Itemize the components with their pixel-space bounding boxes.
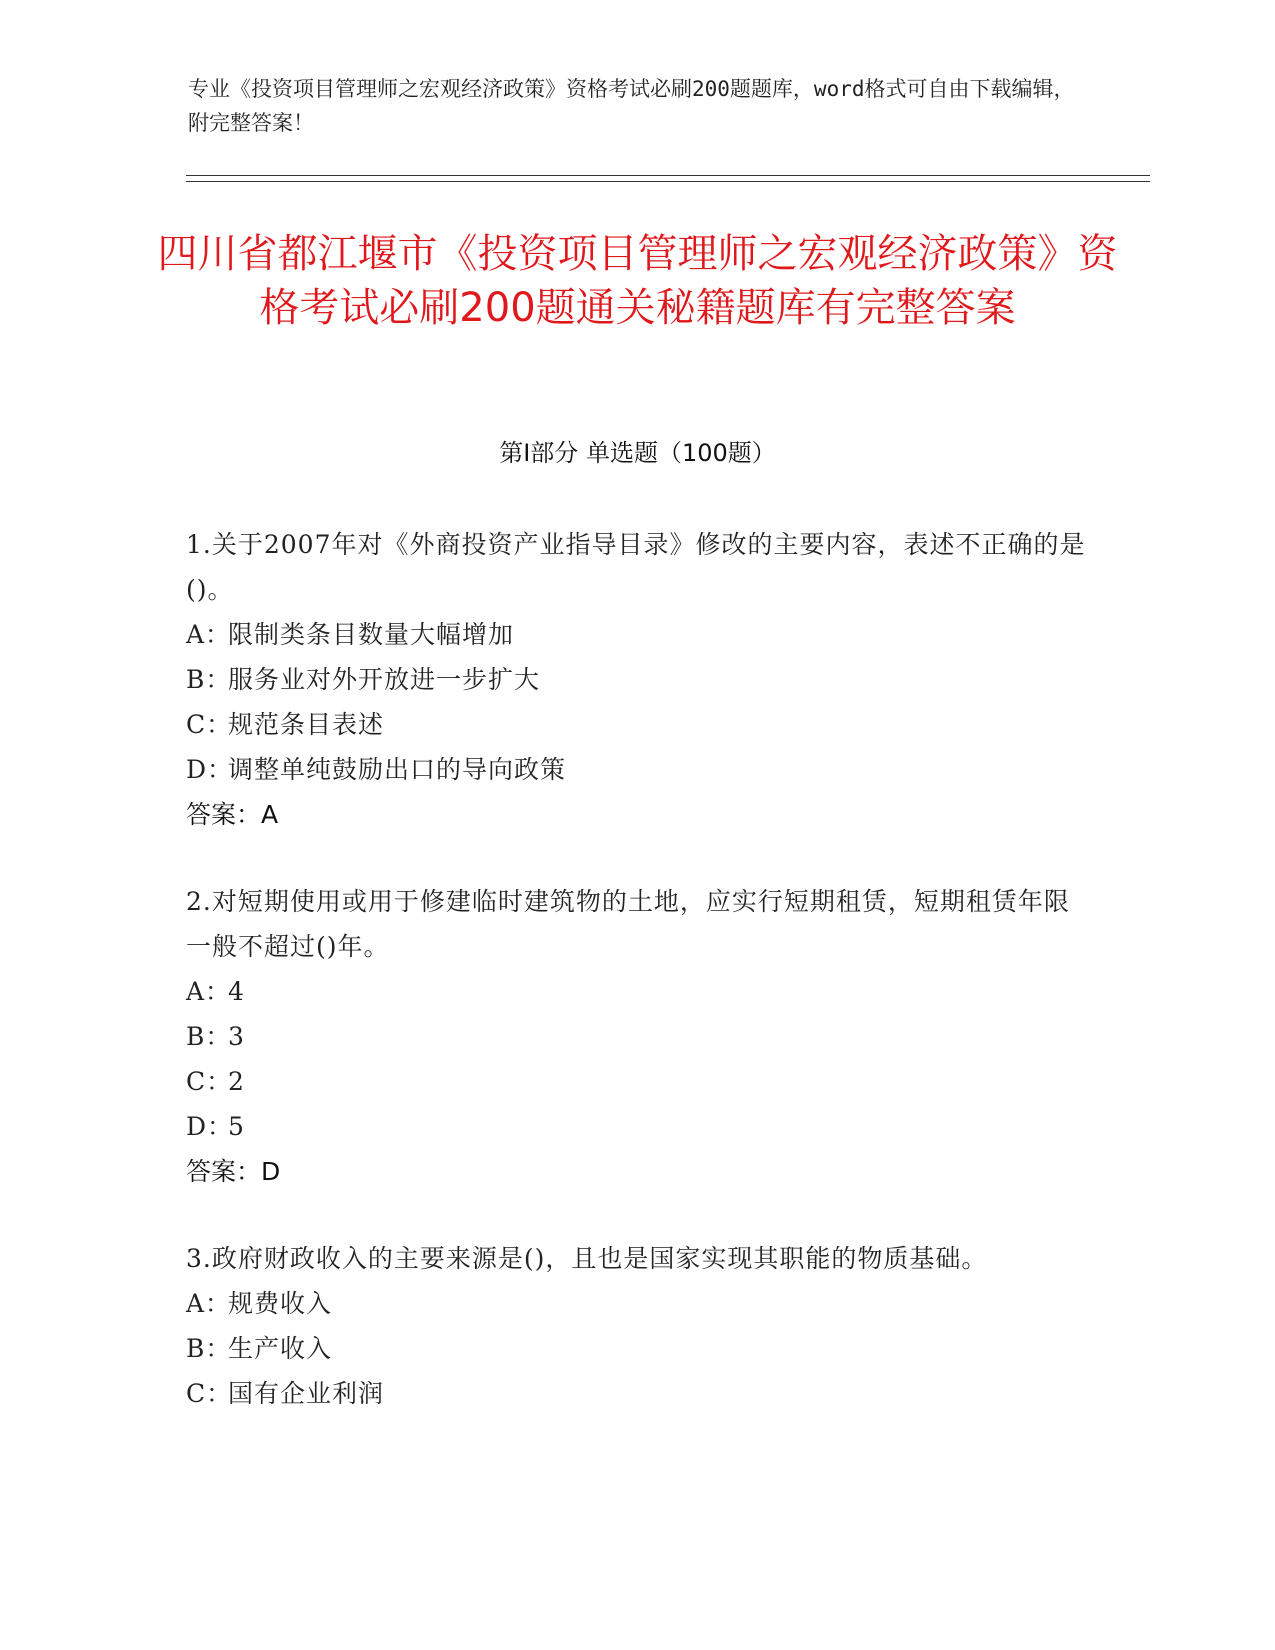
option-text: 调整单纯鼓励出口的导向政策 [228,755,567,784]
option-key: C： [186,710,233,739]
option-key: B： [186,1334,232,1363]
option-key: A： [186,620,232,649]
option-b [186,1326,1086,1371]
option-text: 服务业对外开放进一步扩大 [228,665,541,694]
option-c [186,1059,1086,1104]
section-heading: 第Ⅰ部分 单选题（100题） [499,439,776,467]
option-text: 生产收入 [228,1334,333,1363]
option-text: 国有企业利润 [228,1379,385,1408]
option-a [186,969,1086,1014]
option-key: D： [186,1112,234,1141]
question-3 [186,1236,1086,1416]
option-key: D： [186,755,234,784]
option-key: C： [186,1067,233,1096]
option-text: 规范条目表述 [228,710,385,739]
option-key: A： [186,1289,232,1318]
option-c [186,1371,1086,1416]
option-key: B： [186,665,232,694]
option-text: 5 [228,1112,245,1141]
option-b [186,1014,1086,1059]
option-text: 规费收入 [228,1289,333,1318]
question-stem: 2.对短期使用或用于修建临时建筑物的土地，应实行短期租赁，短期租赁年限一般不超过()年。 [186,887,1070,961]
document-title: 四川省都江堰市《投资项目管理师之宏观经济政策》资格考试必刷200题通关秘籍题库有完整答案 [157,231,1118,331]
option-text: 2 [228,1067,245,1096]
option-text: 限制类条目数量大幅增加 [228,620,515,649]
header-note: 专业《投资项目管理师之宏观经济政策》资格考试必刷200题题库，word格式可自由下载编辑，附完整答案！ [188,77,1075,135]
header-divider-top [186,175,1150,176]
question-1 [186,522,1086,837]
option-text: 4 [228,977,245,1006]
option-b [186,657,1086,702]
option-text: 3 [228,1022,245,1051]
question-2 [186,879,1086,1194]
option-a [186,1281,1086,1326]
option-a [186,612,1086,657]
option-key: C： [186,1379,233,1408]
option-d [186,747,1086,792]
question-list [186,522,1086,1458]
question-stem: 1.关于2007年对《外商投资产业指导目录》修改的主要内容，表述不正确的是()。 [186,530,1086,604]
answer-line: 答案：D [186,1157,281,1186]
option-c [186,702,1086,747]
option-d [186,1104,1086,1149]
question-stem: 3.政府财政收入的主要来源是()，且也是国家实现其职能的物质基础。 [186,1244,988,1273]
answer-line: 答案：A [186,800,279,829]
option-key: A： [186,977,232,1006]
header-divider-bottom [186,181,1150,182]
option-key: B： [186,1022,232,1051]
